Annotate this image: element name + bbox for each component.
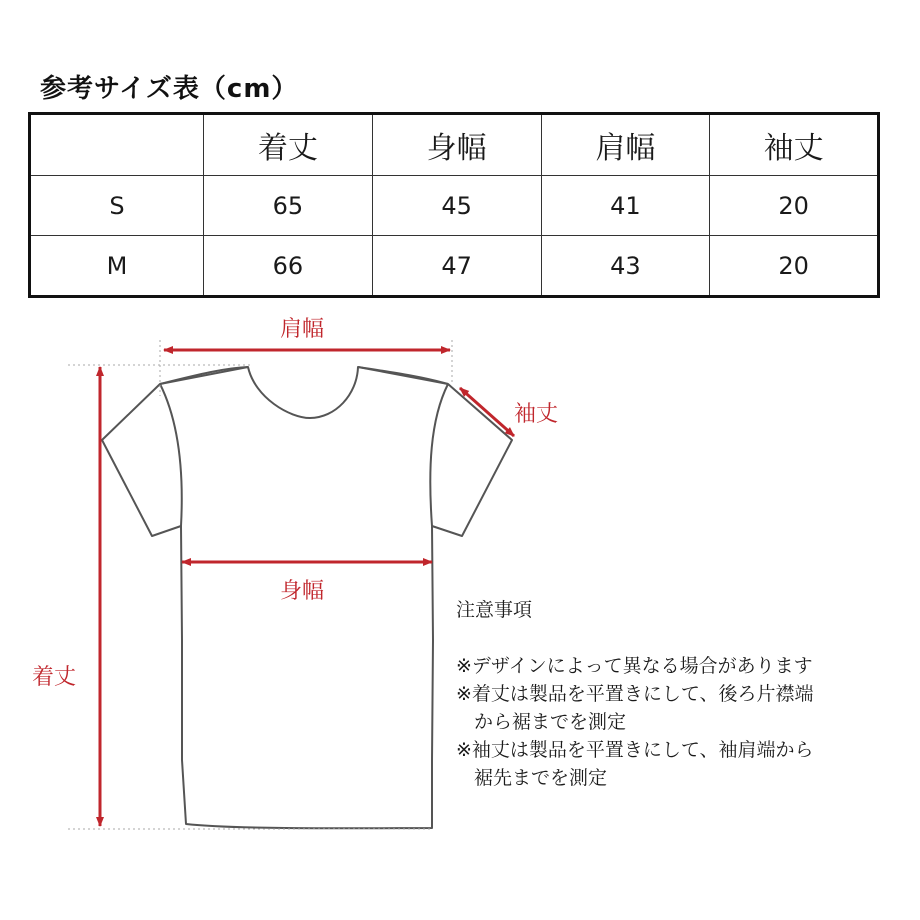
right-sleeve-seam <box>430 384 448 526</box>
table-header-cell: 着丈 <box>204 114 373 176</box>
table-cell: 43 <box>541 236 710 297</box>
shoulder-width-label: 肩幅 <box>280 317 325 342</box>
size-label-cell: M <box>30 236 204 297</box>
table-cell: 47 <box>372 236 541 297</box>
table-cell: 65 <box>204 176 373 236</box>
table-row <box>30 236 879 297</box>
size-table <box>28 112 880 298</box>
notes-section <box>456 596 814 792</box>
table-row <box>30 176 879 236</box>
body-width-label: 身幅 <box>280 579 325 604</box>
table-header-cell: 袖丈 <box>710 114 879 176</box>
table-cell: 20 <box>710 236 879 297</box>
note-line: ※袖丈は製品を平置きにして、袖肩端から <box>456 739 814 761</box>
table-cell: 41 <box>541 176 710 236</box>
table-cell: 66 <box>204 236 373 297</box>
sleeve-arrow <box>460 388 514 436</box>
note-line: ※デザインによって異なる場合があります <box>456 655 813 677</box>
page-title: 参考サイズ表（cm） <box>40 74 299 104</box>
note-line: から裾までを測定 <box>474 711 627 733</box>
table-header-cell: 肩幅 <box>541 114 710 176</box>
notes-heading: 注意事項 <box>456 599 533 621</box>
table-header-row <box>30 114 879 176</box>
table-cell: 45 <box>372 176 541 236</box>
left-sleeve-seam <box>160 384 182 526</box>
table-header-cell <box>30 114 204 176</box>
table-cell: 20 <box>710 176 879 236</box>
length-label: 着丈 <box>32 665 77 690</box>
size-label-cell: S <box>30 176 204 236</box>
note-line: ※着丈は製品を平置きにして、後ろ片襟端 <box>456 683 814 705</box>
note-line: 裾先までを測定 <box>474 767 608 789</box>
table-header-cell: 身幅 <box>372 114 541 176</box>
sleeve-length-label: 袖丈 <box>514 402 559 427</box>
